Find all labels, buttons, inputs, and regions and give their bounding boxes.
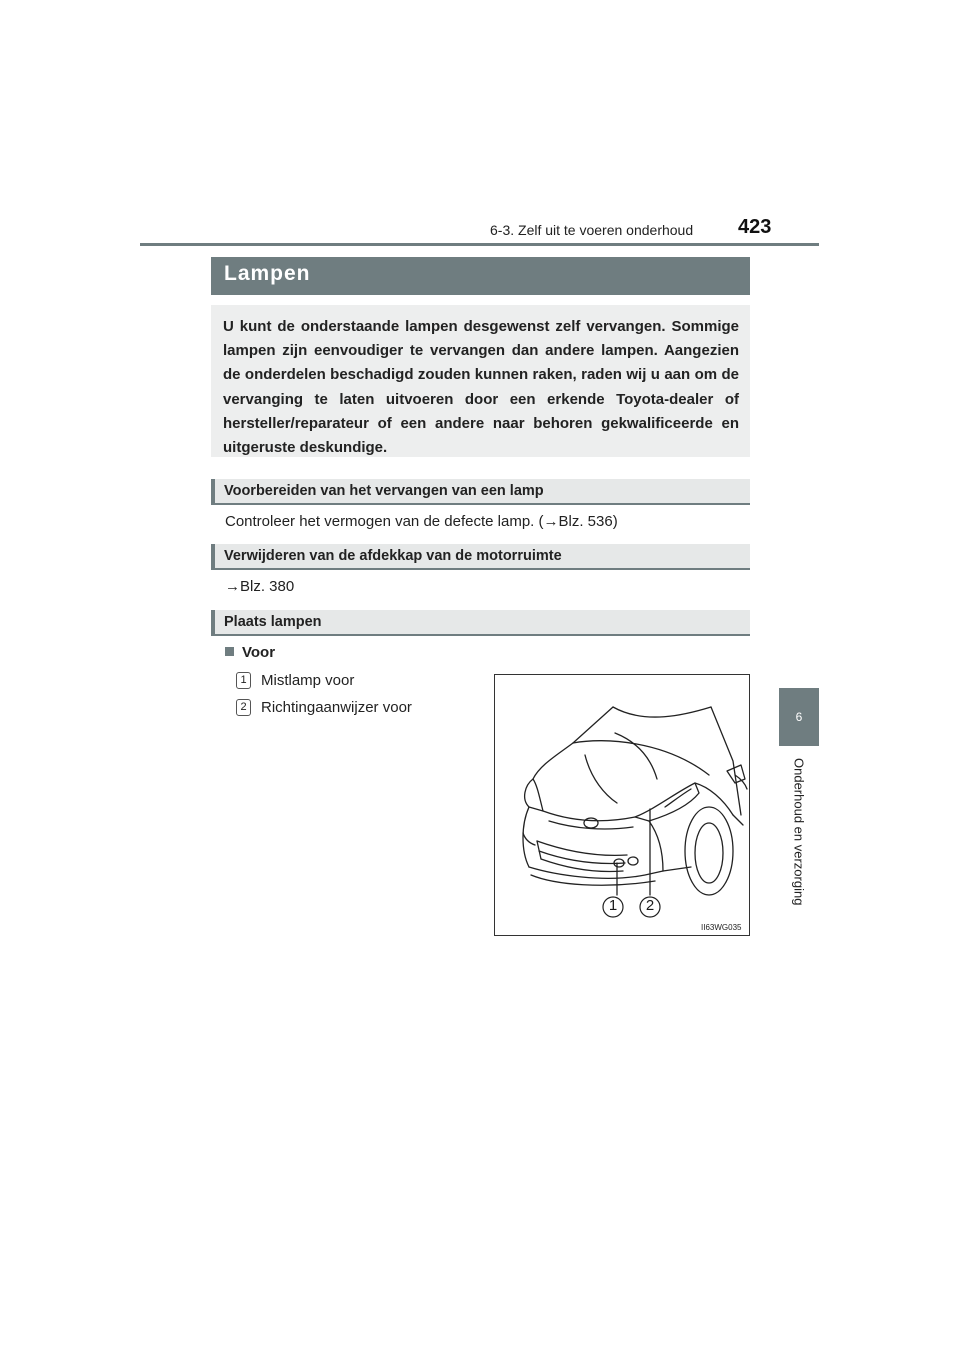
- chapter-tab: [779, 688, 819, 746]
- section-header: 6-3. Zelf uit te voeren onderhoud: [490, 222, 694, 238]
- page-title: Lampen: [224, 262, 311, 285]
- square-bullet-icon: [225, 647, 234, 656]
- list-item: [236, 699, 412, 716]
- intro-text: U kunt de onderstaande lampen desgewenst zelf vervangen. Sommige lampen zijn eenvoudiger te vervangen dan andere lampen. Aangezien de onderdelen beschadigd zouden kunnen raken, raden wij u aan om de vervanging te laten uitvoeren door een erkende Toyota-dealer of hersteller/reparateur of een andere naar behoren gekwalificeerde en uitgeruste deskundige.: [223, 318, 739, 457]
- subheading-cover-label: Verwijderen van de afdekkap van de motorruimte: [224, 548, 562, 564]
- page-number: 423: [738, 216, 772, 238]
- subheading-locations: [211, 610, 750, 636]
- callout-number-badge: 1: [236, 672, 251, 689]
- item-label: Richtingaanwijzer voor: [261, 699, 412, 716]
- car-front-illustration: [494, 674, 750, 936]
- chapter-number: 6: [795, 710, 803, 724]
- subheading-cover: [211, 544, 750, 570]
- callout-number-badge: 2: [236, 699, 251, 716]
- subheading-prepare-label: Voorbereiden van het vervangen van een lamp: [224, 483, 544, 499]
- car-front-drawing: [495, 675, 749, 935]
- subheading-prepare: [211, 479, 750, 505]
- callout-2-label: 2: [645, 897, 655, 914]
- chapter-title-vertical: [786, 758, 812, 928]
- figure-code: II63WG035: [701, 923, 742, 932]
- cover-reference: →Blz. 380: [225, 578, 295, 595]
- list-item: [236, 672, 354, 689]
- header-divider: [140, 243, 819, 246]
- chapter-title: Onderhoud en verzorging: [791, 758, 807, 906]
- intro-box: [211, 305, 750, 457]
- item-label: Mistlamp voor: [261, 672, 355, 689]
- subheading-locations-label: Plaats lampen: [224, 614, 322, 630]
- page-title-bar: [211, 257, 750, 295]
- callout-1-label: 1: [608, 897, 618, 914]
- front-label: Voor: [242, 644, 276, 661]
- front-bullet: [225, 644, 275, 661]
- prepare-text: Controleer het vermogen van de defecte lamp. (→Blz. 536): [225, 513, 618, 530]
